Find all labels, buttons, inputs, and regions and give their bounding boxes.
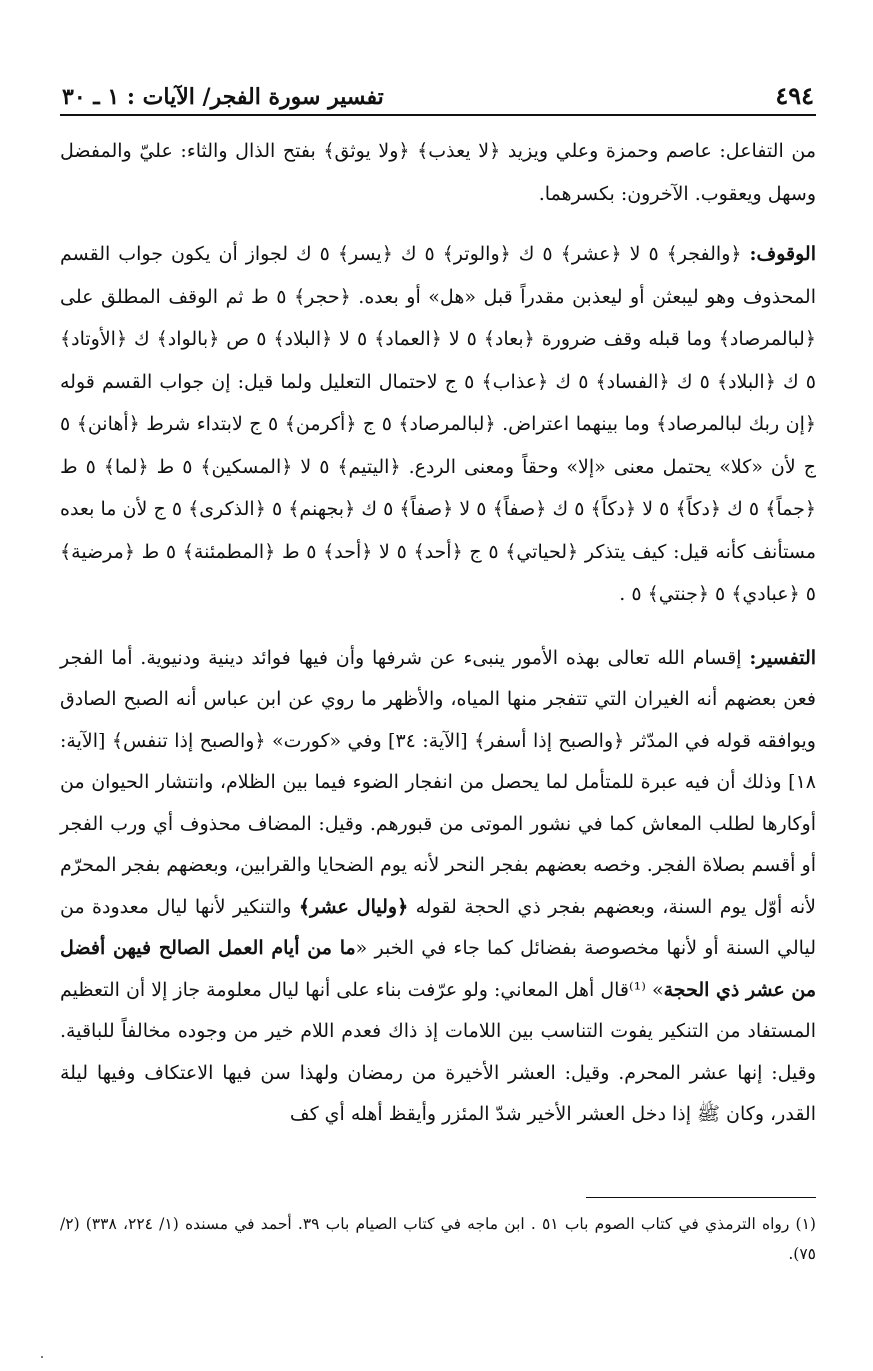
footnote: (١) رواه الترمذي في كتاب الصوم باب ٥١ . ابن ماجه في كتاب الصيام باب ٣٩. أحمد في مسنده (١/ ٢٢٤، ٣٣٨) (٢/ ٧٥). (60, 1215, 816, 1263)
tafsir-text-3: » ⁽¹⁾قال أهل المعاني: ولو عرّفت بناء على أنها ليال معلومة جاز إلا أن التعظيم المستفاد من التنكير يفوت التناسب بين اللامات إذ ذاك فعدم اللام خير من وجوده مخالفاً للباقية. وقيل: إنها عشر المحرم. وقيل: العشر الأخيرة من رمضان ولهذا سن فيها الاعتكاف وفيها ليلة القدر، وكان ﷺ إذا دخل العشر الأخير شدّ المئزر وأيقظ أهله أي كف (60, 978, 816, 1125)
tafsir-paragraph (60, 638, 816, 1136)
running-title: تفسير سورة الفجر/ الآيات : ١ ـ ٣٠ (62, 84, 384, 110)
qiraat-paragraph: من التفاعل: عاصم وحمزة وعلي ويزيد ﴿لا يعذب﴾ ﴿ولا يوثق﴾ بفتح الذال والثاء: عليّ والمفضل وسهل ويعقوب. الآخرون: بكسرهما. (60, 140, 816, 205)
hadith-quote: ما من أيام العمل الصالح فيهن أفضل من عشر ذي الحجة (60, 937, 816, 1001)
tafsir-text-1: إقسام الله تعالى بهذه الأمور ينبىء عن شرفها وأن فيها فوائد دينية ودنيوية. أما الفجر فعن بعضهم أنه الغيران التي تتفجر منها المياه، والأظهر ما روي عن ابن عباس أنه الصبح الصادق ويوافقه قوله في المدّثر ﴿والصبح إذا أسفر﴾ [الآية: ٣٤] وفي «كورت» ﴿والصبح إذا تنفس﴾ [الآية: ١٨] وذلك أن فيه عبرة للمتأمل لما يحصل من انفجار الضوء فيما بين الظلام، وانتشار الحيوان من أوكارها لطلب المعاش كما في نشور الموتى من قبورهم. وقيل: المضاف محذوف أي ورب الفجر أو أقسم بصلاة الفجر. وخصه بعضهم بفجر النحر لأنه يوم الضحايا والقرابين، وبعضهم بفجر المحرّم لأنه أوّل يوم السنة، وبعضهم بفجر ذي الحجة لقوله (60, 646, 816, 918)
page-number: ٤٩٤ (775, 81, 814, 110)
footnote-separator (586, 1197, 816, 1198)
wuquf-paragraph (60, 233, 816, 616)
wuquf-label: الوقوف: (749, 243, 816, 265)
page-header (60, 72, 816, 116)
page-content (60, 72, 817, 1263)
tafsir-bold-ayah: ﴿وليال عشر﴾ (298, 895, 409, 918)
wuquf-text: ﴿والفجر﴾ ٥ لا ﴿عشر﴾ ٥ ك ﴿والوتر﴾ ٥ ك ﴿يسر﴾ ٥ ك لجواز أن يكون جواب القسم المحذوف وهو ليبعثن أو ليعذبن مقدراً قبل «هل» أو بعده. ﴿حجر﴾ ٥ ط ثم الوقف المطلق على ﴿لبالمرصاد﴾ وما قبله وقف ضرورة ﴿بعاد﴾ ٥ لا ﴿العماد﴾ ٥ لا ﴿البلاد﴾ ٥ ص ﴿بالواد﴾ ك ﴿الأوتاد﴾ ٥ ك ﴿البلاد﴾ ٥ ك ﴿الفساد﴾ ٥ ك ﴿عذاب﴾ ٥ ج لاحتمال التعليل ولما قيل: إن جواب القسم قوله ﴿إن ربك لبالمرصاد﴾ وما بينهما اعتراض. ﴿لبالمرصاد﴾ ٥ ج ﴿أكرمن﴾ ٥ ج لابتداء شرط ﴿أهانن﴾ ٥ ج لأن «كلا» يحتمل معنى «إلا» وحقاً ومعنى الردع. ﴿اليتيم﴾ ٥ لا ﴿المسكين﴾ ٥ ط ﴿لما﴾ ٥ ط ﴿جماً﴾ ٥ ك ﴿دكاً﴾ ٥ لا ﴿دكاً﴾ ٥ ك ﴿صفاً﴾ ٥ لا ﴿صفاً﴾ ٥ ك ﴿بجهنم﴾ ٥ ﴿الذكرى﴾ ٥ ج لأن ما بعده مستأنف كأنه قيل: كيف يتذكر ﴿لحياتي﴾ ٥ ج ﴿أحد﴾ ٥ لا ﴿أحد﴾ ٥ ط ﴿المطمئنة﴾ ٥ ط ﴿مرضية﴾ ٥ ﴿عبادي﴾ ٥ ﴿جنتي﴾ ٥ . (60, 243, 817, 605)
tafsir-text-2: والتنكير لأنها ليال معدودة من ليالي السنة أو لأنها مخصوصة بفضائل كما جاء في الخبر « (60, 895, 816, 959)
scan-speck (41, 1356, 43, 1358)
tafsir-label: التفسير: (749, 646, 817, 669)
